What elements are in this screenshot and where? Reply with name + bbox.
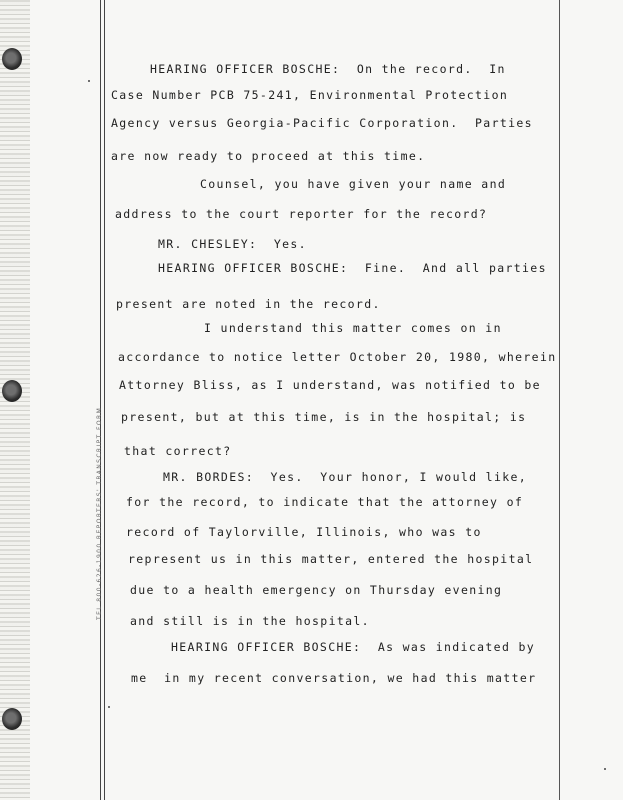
transcript-line: me in my recent conversation, we had this matter	[131, 671, 537, 685]
transcript-line: HEARING OFFICER BOSCHE: As was indicated by	[171, 640, 536, 654]
transcript-line: for the record, to indicate that the attorney of	[126, 495, 524, 509]
transcript-line: record of Taylorville, Illinois, who was to	[126, 525, 482, 539]
transcript-line: HEARING OFFICER BOSCHE: On the record. In	[150, 62, 506, 76]
transcript-line: present are noted in the record.	[116, 297, 381, 311]
margin-mark	[108, 706, 110, 708]
margin-mark	[604, 768, 606, 770]
transcript-line: MR. BORDES: Yes. Your honor, I would like,	[163, 470, 528, 484]
transcript-line: are now ready to proceed at this time.	[111, 149, 426, 163]
punch-hole-top	[2, 48, 22, 70]
transcript-line: Counsel, you have given your name and	[200, 177, 507, 191]
transcript-line: and still is in the hospital.	[130, 614, 370, 628]
transcript-line: present, but at this time, is in the hospital; is	[121, 410, 527, 424]
transcript-line: HEARING OFFICER BOSCHE: Fine. And all parties	[158, 261, 547, 275]
transcript-line: represent us in this matter, entered the hospital	[128, 552, 534, 566]
margin-mark	[88, 80, 90, 82]
margin-form-text: TEL 800-626-1900 REPORTERS' TRANSCRIPT FORM	[96, 406, 103, 620]
transcript-line: accordance to notice letter October 20, 1980, wherein	[118, 350, 557, 364]
transcript-line: MR. CHESLEY: Yes.	[158, 237, 307, 251]
transcript-line: Case Number PCB 75-241, Environmental Protection	[111, 88, 509, 102]
transcript-line: address to the court reporter for the record?	[115, 207, 488, 221]
transcript-line: Agency versus Georgia-Pacific Corporation. Parties	[111, 116, 533, 130]
transcript-line: due to a health emergency on Thursday evening	[130, 583, 503, 597]
transcript-line: that correct?	[124, 444, 232, 458]
punch-hole-middle	[2, 380, 22, 402]
punch-hole-bottom	[2, 708, 22, 730]
transcript-line: Attorney Bliss, as I understand, was notified to be	[119, 378, 541, 392]
left-margin-rule-2	[104, 0, 105, 800]
right-margin-rule	[559, 0, 560, 800]
transcript-line: I understand this matter comes on in	[204, 321, 502, 335]
